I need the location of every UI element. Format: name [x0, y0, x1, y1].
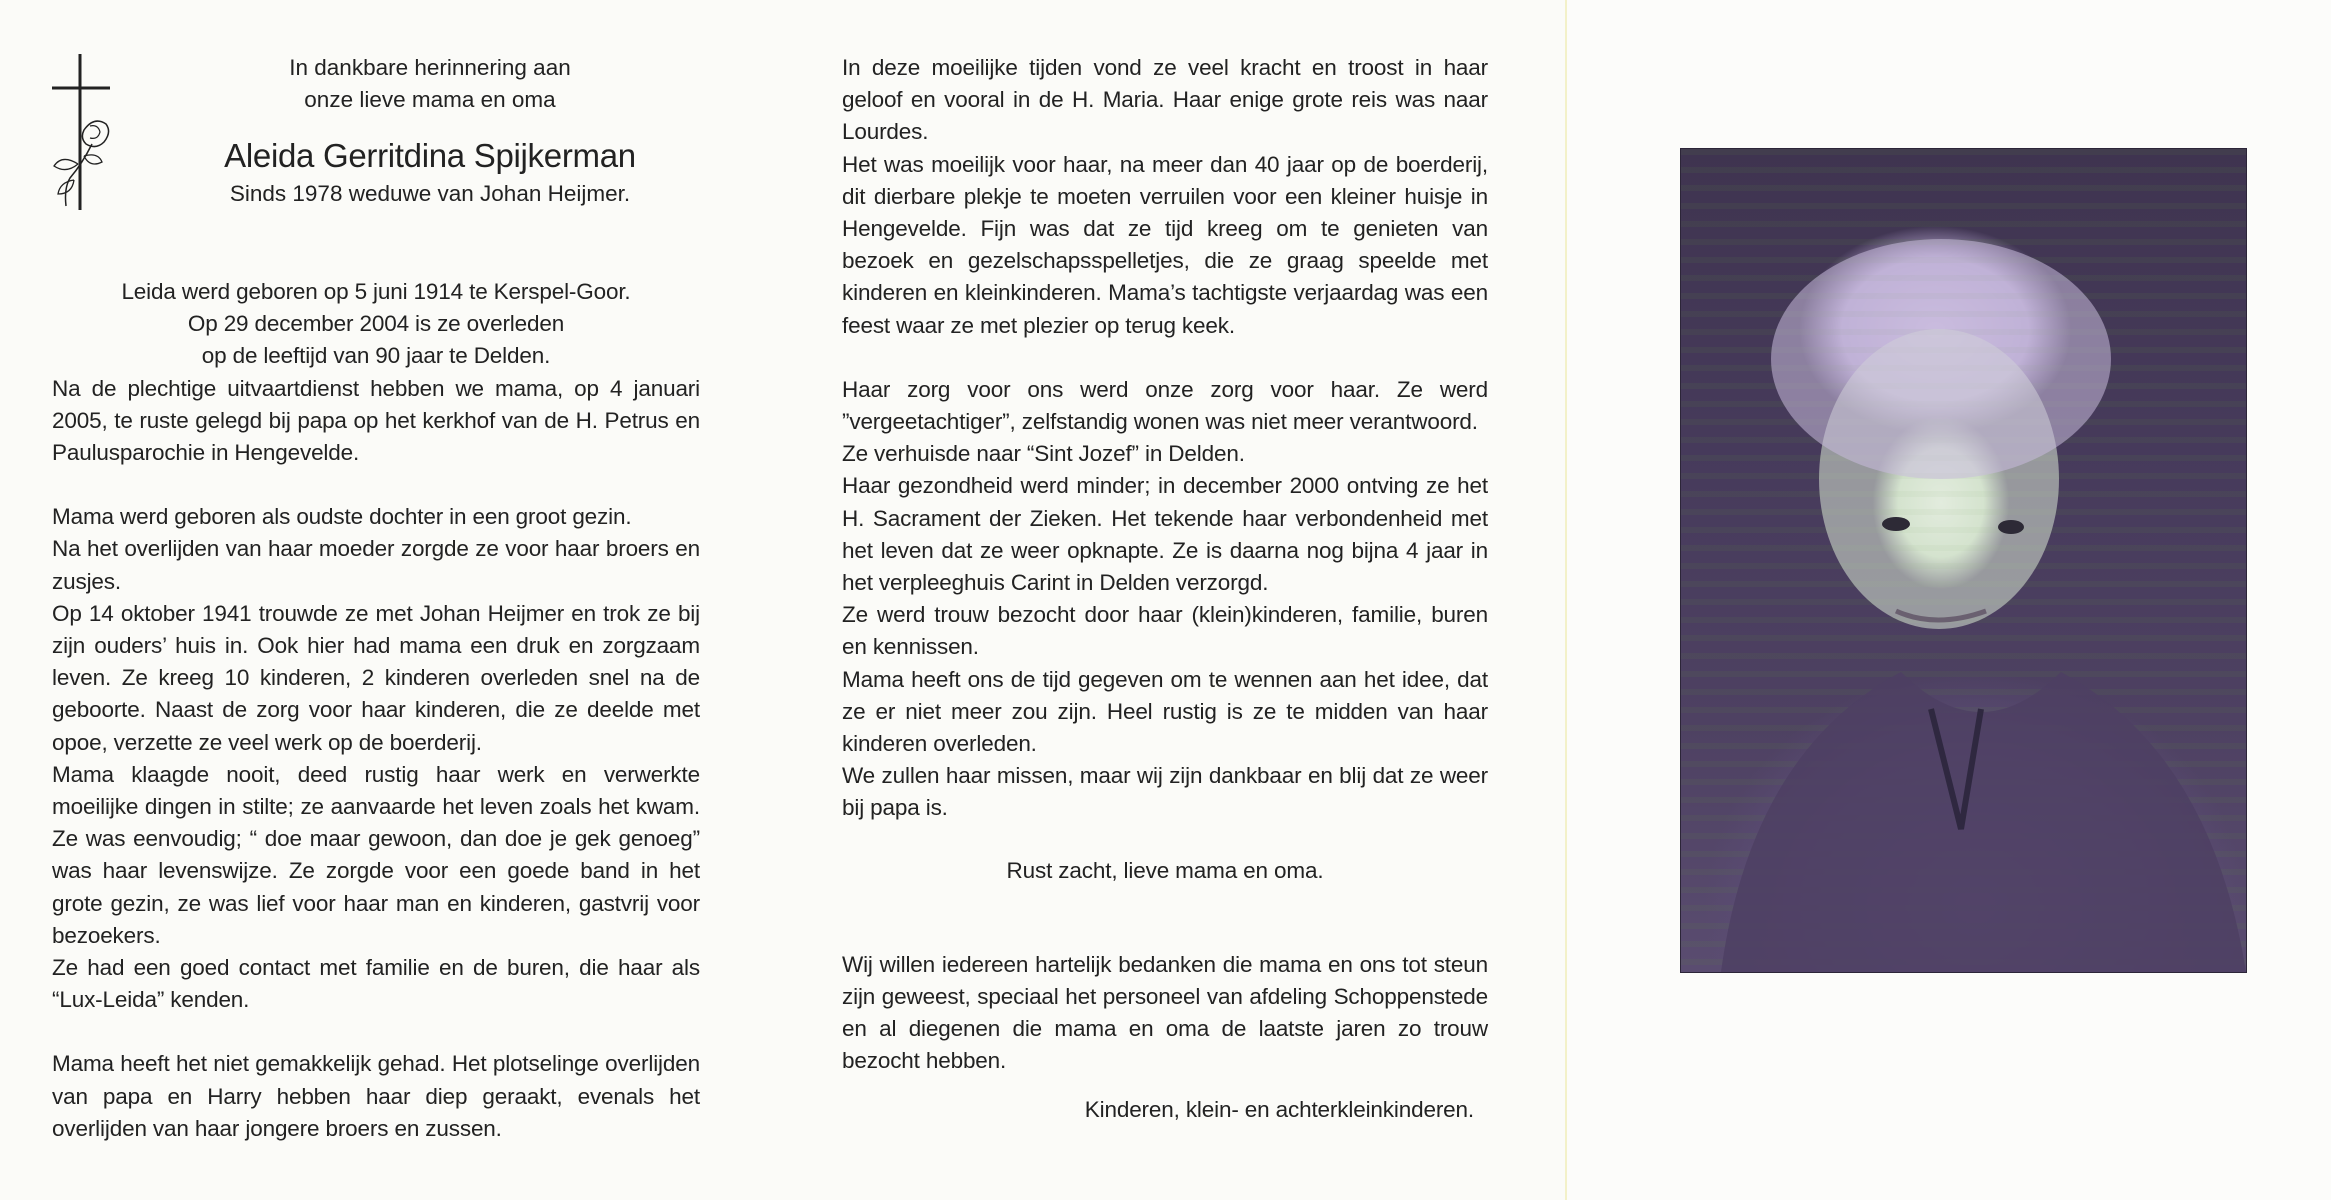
paragraph: Haar gezondheid werd minder; in december 2000 ontving ze het H. Sacrament der Zieken. Het tekende haar verbondenheid met het leven dat ze weer opknapte. Ze is daarna nog bijna 4 jaar in het verpleeghuis Carint in Delden verzorgd.: [842, 473, 1488, 596]
thanks-paragraph: Wij willen iedereen hartelijk bedanken die mama en ons tot steun zijn geweest, speciaal het personeel van afdeling Schoppenstede en al diegenen die mama en oma de laatste jaren zo trouw bezocht hebben.: [842, 951, 1488, 1074]
middle-panel: [780, 0, 1567, 1200]
paragraph: Mama heeft het niet gemakkelijk gehad. Het plotselinge overlijden van papa en Harry hebben haar diep geraakt, evenals het overlijden van haar jongere broers en zussen.: [52, 1051, 700, 1141]
paragraph: Ze werd trouw bezocht door haar (klein)kinderen, familie, buren en kennissen.: [842, 602, 1488, 660]
paragraph: Mama werd geboren als oudste dochter in een groot gezin.: [52, 504, 632, 530]
paragraph: Op 14 oktober 1941 trouwde ze met Johan Heijmer en trok ze bij zijn ouders’ huis in. Ook hier had mama een druk en zorgzaam leven. Ze kreeg 10 kinderen, 2 kinderen overleden snel na de geboorte. Naast de zorg voor haar kinderen, die ze deelde met opoe, verzette ze veel werk op de boerderij.: [52, 600, 700, 755]
middle-column: [842, 52, 1488, 1126]
photo-panel: [1567, 0, 2331, 1200]
left-column: [52, 276, 700, 1145]
widow-line: Sinds 1978 weduwe van Johan Heijmer.: [229, 181, 631, 206]
dedication-line-1: In dankbare herinnering aan: [289, 55, 571, 80]
intro-line: op de leeftijd van 90 jaar te Delden.: [201, 343, 551, 369]
intro-line: Leida werd geboren op 5 juni 1914 te Kerspel-Goor.: [121, 279, 631, 304]
paragraph: We zullen haar missen, maar wij zijn dankbaar en blij dat ze weer bij papa is.: [842, 763, 1488, 821]
dedication-line-2: onze lieve mama en oma: [304, 87, 556, 112]
rest-in-peace: Rust zacht, lieve mama en oma.: [1006, 857, 1324, 883]
signature: Kinderen, klein- en achterkleinkinderen.: [1084, 1096, 1474, 1122]
paragraph: Het was moeilijk voor haar, na meer dan 40 jaar op de boerderij, dit dierbare plekje te moeten verruilen voor een kleiner huisje in Hengevelde. Fijn was dat ze tijd kreeg om te genieten van bezoek en gezelschapsspelletjes, die ze graag speelde met kinderen en kleinkinderen. Mama’s tachtigste verjaardag was een feest waar ze met plezier op terug keek.: [842, 151, 1488, 338]
paragraph: Ze had een goed contact met familie en de buren, die haar als “Lux-Leida” kenden.: [52, 955, 700, 1013]
paragraph: In deze moeilijke tijden vond ze veel kracht en troost in haar geloof en vooral in de H. Maria. Haar enige grote reis was naar Lourdes.: [842, 55, 1488, 145]
portrait-photo: [1680, 148, 2247, 973]
cross-with-rose-icon: [48, 52, 118, 212]
paragraph: Mama klaagde nooit, deed rustig haar werk en verwerkte moeilijke dingen in stilte; ze aanvaarde het leven zoals het kwam. Ze was eenvoudig; “ doe maar gewoon, dan doe je gek genoeg” was haar levenswijze. Ze zorgde voor een goede band in het grote gezin, ze was lief voor haar man en kinderen, gastvrij voor bezoekers.: [52, 761, 700, 948]
intro-line: Op 29 december 2004 is ze overleden: [187, 311, 565, 337]
birth-death-intro: [52, 276, 700, 373]
paragraph: Haar zorg voor ons werd onze zorg voor haar. Ze werd ”vergeetachtiger”, zelfstandig wonen was niet meer verantwoord.: [842, 376, 1488, 435]
header: [180, 52, 680, 210]
paragraph: Ze verhuisde naar “Sint Jozef” in Delden.: [842, 441, 1245, 467]
paragraph: Mama heeft ons de tijd gegeven om te wennen aan het idee, dat ze er niet meer zou zijn. Heel rustig is ze te midden van haar kinderen overleden.: [842, 666, 1488, 757]
left-panel: [0, 0, 780, 1200]
deceased-name: Aleida Gerritdina Spijkerman: [224, 137, 636, 174]
portrait-silhouette: [1681, 149, 2246, 972]
paragraph: Na de plechtige uitvaartdienst hebben we mama, op 4 januari 2005, te ruste gelegd bij papa op het kerkhof van de H. Petrus en Paulusparochie in Hengevelde.: [52, 375, 700, 466]
paragraph: Na het overlijden van haar moeder zorgde ze voor haar broers en zusjes.: [52, 536, 700, 594]
